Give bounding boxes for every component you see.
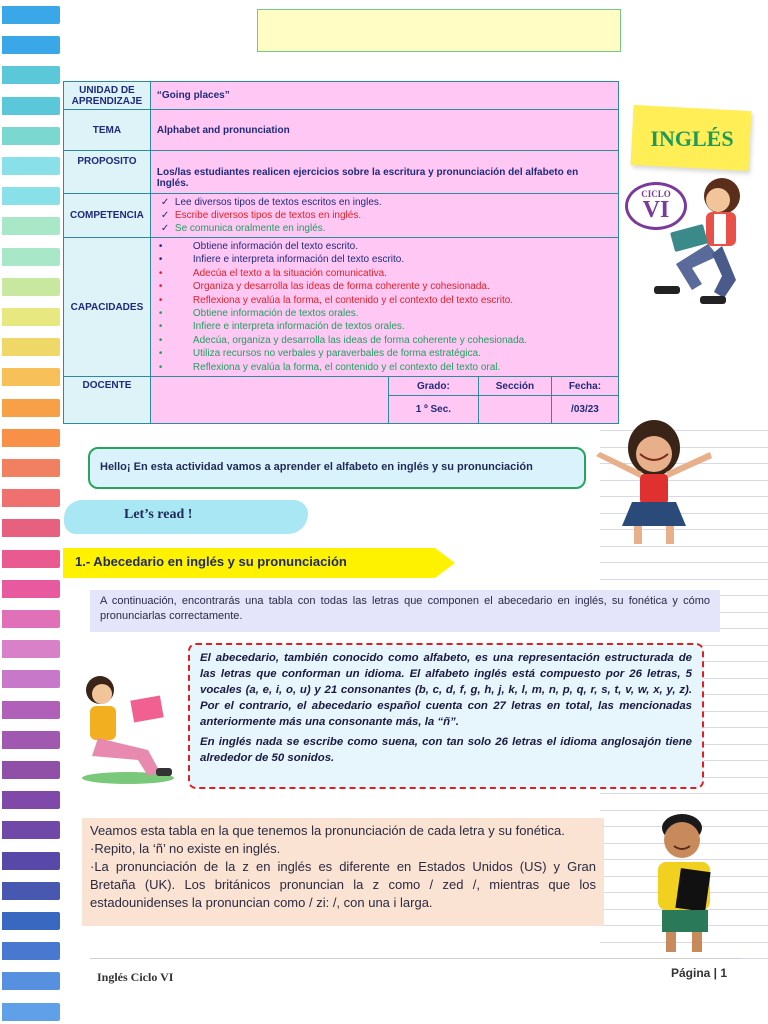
color-tab [2, 6, 60, 24]
color-tab [2, 1003, 60, 1021]
color-tab [2, 731, 60, 749]
capacidad-item: • Organiza y desarrolla las ideas de forma coherente y cohesionada. [157, 280, 612, 293]
color-tab [2, 429, 60, 447]
color-tab [2, 217, 60, 235]
competencia-item: ✓ Lee diversos tipos de textos escritos en ingles. [160, 197, 382, 208]
color-tab [2, 701, 60, 719]
fecha-label: Fecha: [551, 377, 618, 396]
capacidad-item: • Reflexiona y evalúa la forma, el contenido y el contexto del texto escrito. [157, 294, 612, 307]
capacidad-item: • Infiere e interpreta información del texto escrito. [157, 253, 612, 266]
footer-divider [90, 958, 740, 959]
color-tab [2, 187, 60, 205]
table-note-line-3: ·La pronunciación de la z en inglés es diferente en Estados Unidos (US) y Gran Bretaña (UK). Los británicos pronuncian la z como / zed /, mientras que los estadounidenses la pronuncian como / zi: /, con una i larga. [90, 859, 596, 910]
checkmark-icon: ✓ [160, 210, 170, 221]
girl-waving-illustration [592, 418, 718, 550]
lets-read-banner: Let’s read ! [64, 500, 308, 534]
color-tab [2, 308, 60, 326]
color-tab [2, 761, 60, 779]
hello-bubble: Hello¡ En esta actividad vamos a aprender el alfabeto en inglés y su pronunciación [88, 447, 586, 489]
color-tab [2, 550, 60, 568]
capacidad-item: • Obtiene información de textos orales. [157, 307, 612, 320]
checkmark-icon: ✓ [160, 197, 170, 208]
color-tab [2, 519, 60, 537]
color-tab [2, 399, 60, 417]
color-tab [2, 580, 60, 598]
unidad-value: “Going places” [150, 82, 618, 110]
section-title [63, 548, 453, 577]
color-tab [2, 882, 60, 900]
seccion-label: Sección [478, 377, 551, 396]
capacidades-list [150, 238, 618, 377]
fecha-value: /03/23 [551, 396, 618, 424]
color-tab [2, 97, 60, 115]
section-title-text: 1.- Abecedario en inglés y su pronunciación [75, 554, 347, 569]
capacidad-item: • Utiliza recursos no verbales y paraverbales de forma estratégica. [157, 347, 612, 360]
color-tab [2, 127, 60, 145]
color-tab [2, 912, 60, 930]
intro-text: A continuación, encontrarás una tabla con todas las letras que componen el abecedario en inglés, su fonética y cómo pronunciarlas correctamente. [90, 590, 720, 632]
color-tab [2, 640, 60, 658]
color-tab [2, 459, 60, 477]
proposito-value: Los/las estudiantes realicen ejercicios sobre la escritura y pronunciación del alfabeto en Inglés. [150, 151, 618, 194]
proposito-label: PROPOSITO [64, 151, 151, 194]
color-tab [2, 66, 60, 84]
color-tab [2, 36, 60, 54]
competencia-label: COMPETENCIA [64, 194, 151, 238]
capacidad-item: • Reflexiona y evalúa la forma, el contenido y el contexto del texto oral. [157, 361, 612, 374]
definition-paragraph-2: En inglés nada se escribe como suena, con tan solo 26 letras el idioma anglosajón tiene alrededor de 50 sonidos. [200, 736, 692, 764]
girl-reading-illustration [652, 172, 756, 310]
color-tab [2, 338, 60, 356]
page-number: Página | 1 [671, 966, 728, 980]
ciclo-number: VI [642, 197, 670, 223]
color-tab [2, 278, 60, 296]
capacidad-item: • Obtiene información del texto escrito. [157, 240, 612, 253]
tema-label: TEMA [64, 110, 151, 151]
ingles-title: INGLÉS [650, 126, 734, 151]
color-tab [2, 821, 60, 839]
competencia-list [150, 194, 618, 238]
docente-value [150, 377, 388, 424]
competencia-item: ✓ Se comunica oralmente en inglés. [160, 223, 326, 234]
footer-title: Inglés Ciclo VI [97, 970, 174, 984]
color-tab [2, 368, 60, 386]
capacidad-item: • Adecúa el texto a la situación comunicativa. [157, 267, 612, 280]
definition-box [188, 643, 704, 789]
competencia-item: ✓ Escribe diversos tipos de textos en inglés. [160, 210, 362, 221]
color-tab [2, 248, 60, 266]
table-note-line-2: ·Repito, la ‘ñ’ no existe en inglés. [90, 841, 281, 856]
seccion-value [478, 396, 551, 424]
table-note-line-1: Veamos esta tabla en la que tenemos la pronunciación de cada letra y su fonética. [90, 823, 565, 838]
unidad-label: UNIDAD DE APRENDIZAJE [64, 82, 151, 110]
ruled-line [600, 793, 768, 794]
docente-label: DOCENTE [64, 377, 151, 424]
ciclo-label: CICLO [641, 189, 671, 199]
capacidad-item: • Infiere e interpreta información de textos orales. [157, 320, 612, 333]
girl-with-book-illustration [78, 672, 184, 784]
table-note-box [82, 818, 604, 926]
color-tab [2, 489, 60, 507]
boy-writing-illustration [648, 812, 732, 958]
ruled-line [600, 579, 768, 580]
tema-value: Alphabet and pronunciation [150, 110, 618, 151]
capacidad-item: • Adecúa, organiza y desarrolla las ideas de forma coherente y cohesionada. [157, 334, 612, 347]
color-tab-strip [0, 0, 62, 1024]
color-tab [2, 610, 60, 628]
color-tab [2, 972, 60, 990]
ruled-line [600, 562, 768, 563]
color-tab [2, 670, 60, 688]
color-tab [2, 942, 60, 960]
color-tab [2, 791, 60, 809]
checkmark-icon: ✓ [160, 223, 170, 234]
grado-label: Grado: [388, 377, 478, 396]
info-table [63, 81, 619, 424]
definition-paragraph-1: El abecedario, también conocido como alfabeto, es una representación estructurada de las letras que conforman un idioma. El alfabeto inglés está compuesto por 26 letras, 5 vocales (a, e, i, o, u) y 21 consonantes (b, c, d, f, g, h, j, k, l, m, n, p, q, r, s, t, v, w, x, y, z). Por el contrario, el abecedario español cuenta con 27 letras en total, las mencionadas anteriormente más una consonante más, la “ñ”. [200, 652, 692, 728]
grado-value: 1 º Sec. [388, 396, 478, 424]
color-tab [2, 157, 60, 175]
ruled-line [600, 810, 768, 811]
capacidades-label: CAPACIDADES [64, 238, 151, 377]
color-tab [2, 852, 60, 870]
title-box [257, 9, 621, 52]
